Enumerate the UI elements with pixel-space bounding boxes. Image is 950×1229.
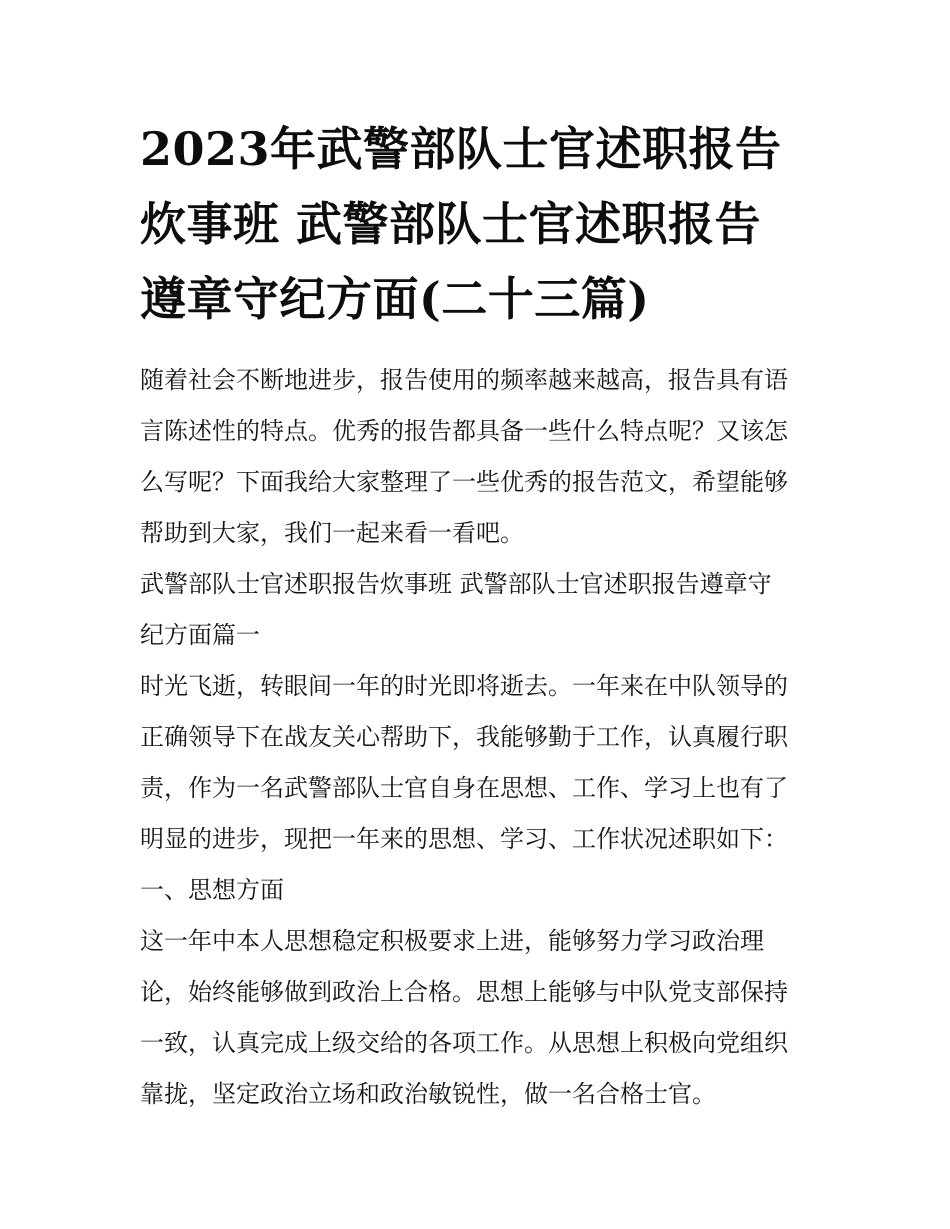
text-line: 武警部队士官述职报告炊事班 武警部队士官述职报告遵章守: [140, 570, 772, 598]
body-paragraph-2: [140, 916, 820, 1120]
section-heading: [140, 559, 820, 661]
text-line: 言陈述性的特点。优秀的报告都具备一些什么特点呢？又该怎: [140, 417, 788, 445]
title-line: 炊事班 武警部队士官述职报告: [140, 197, 762, 251]
text-line: 责，作为一名武警部队士官自身在思想、工作、学习上也有了: [140, 774, 788, 802]
body-paragraph-1: [140, 661, 820, 865]
document-body: [140, 355, 820, 1120]
text-line: 一、思想方面: [140, 876, 284, 904]
text-line: 么写呢？下面我给大家整理了一些优秀的报告范文，希望能够: [140, 468, 788, 496]
text-line: 纪方面篇一: [140, 621, 260, 649]
text-line: 明显的进步，现把一年来的思想、学习、工作状况述职如下：: [140, 825, 788, 853]
title-line: 2023年武警部队士官述职报告: [140, 122, 782, 176]
intro-paragraph: [140, 355, 820, 559]
subheading-thought: [140, 865, 820, 916]
text-line: 随着社会不断地进步，报告使用的频率越来越高，报告具有语: [140, 366, 788, 394]
document-title: [140, 112, 820, 337]
title-line: 遵章守纪方面(二十三篇): [140, 272, 650, 326]
text-line: 正确领导下在战友关心帮助下，我能够勤于工作，认真履行职: [140, 723, 788, 751]
text-line: 帮助到大家，我们一起来看一看吧。: [140, 519, 524, 547]
text-line: 一致，认真完成上级交给的各项工作。从思想上积极向党组织: [140, 1029, 788, 1057]
text-line: 论，始终能够做到政治上合格。思想上能够与中队党支部保持: [140, 978, 788, 1006]
text-line: 时光飞逝，转眼间一年的时光即将逝去。一年来在中队领导的: [140, 672, 788, 700]
text-line: 这一年中本人思想稳定积极要求上进，能够努力学习政治理: [140, 927, 764, 955]
text-line: 靠拢，坚定政治立场和政治敏锐性，做一名合格士官。: [140, 1080, 716, 1108]
